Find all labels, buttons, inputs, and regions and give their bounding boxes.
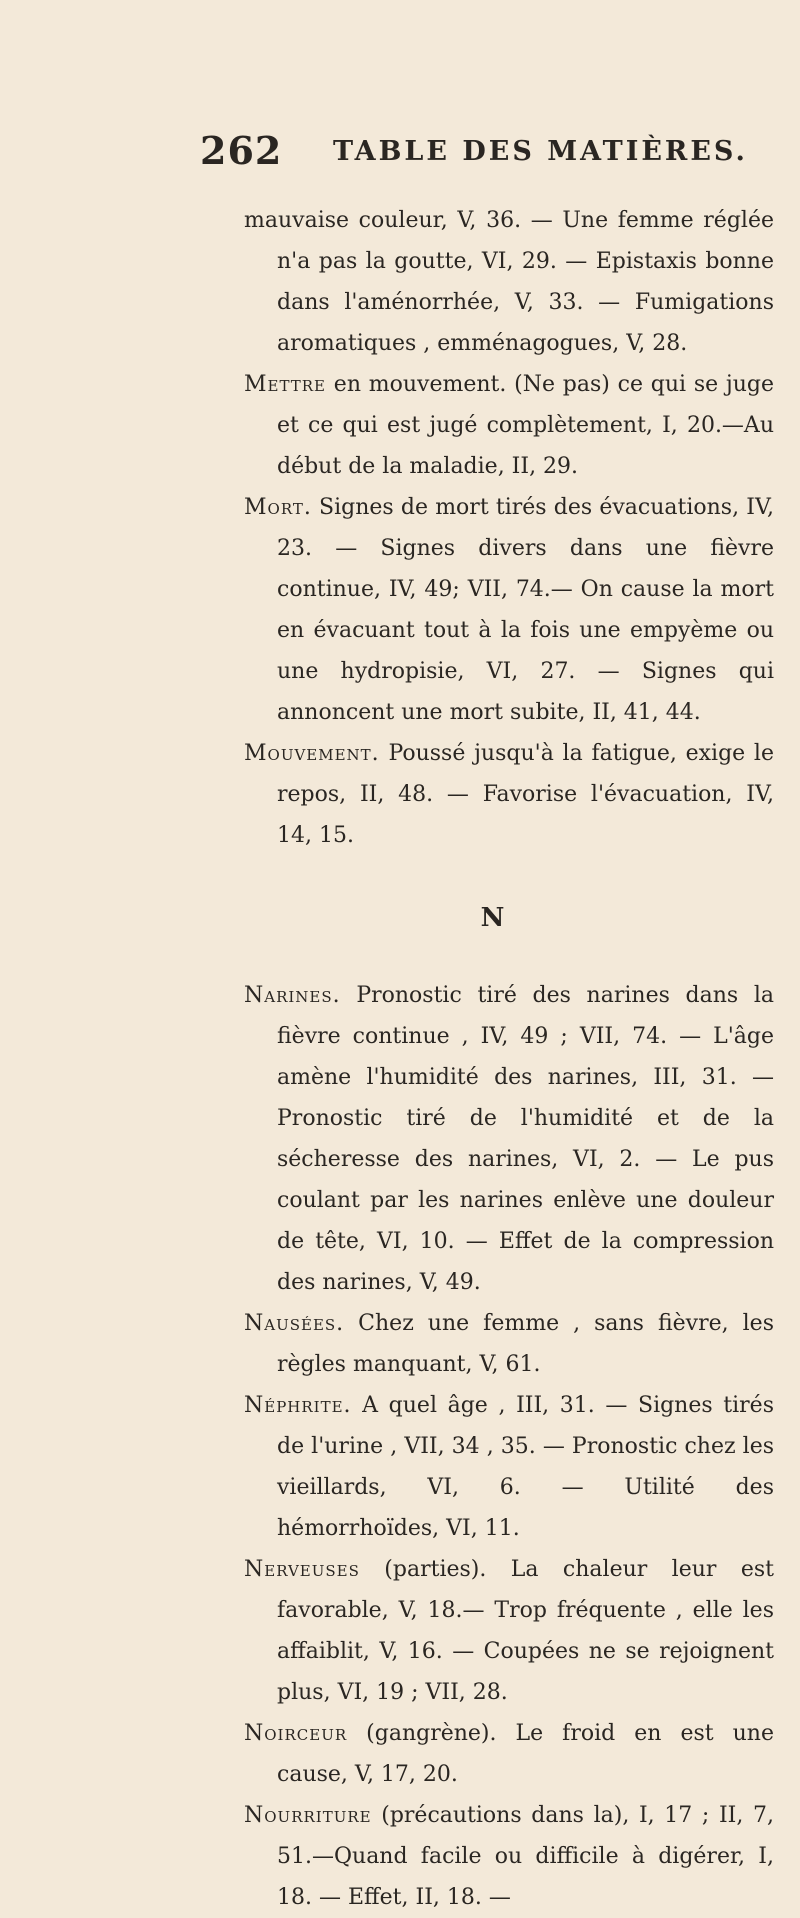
section-heading: N (480, 903, 505, 933)
index-entry (244, 1713, 774, 1795)
index-entry (244, 1303, 774, 1385)
index-entry (244, 733, 774, 856)
entry-text: Signes de mort tirés des évacuations, IV, 23. — Signes divers dans une fièvre continue, IV, 49; VII, 74.— On cause la mort en évacuant tout à la fois une empyème ou une hydropisie, VI, 27. — Signes qui annoncent une mort subite, II, 41, 44. (277, 495, 774, 725)
index-entry (244, 1549, 774, 1713)
index-text (244, 200, 774, 1918)
entry-head: Nourriture (244, 1803, 372, 1828)
entry-head: Mort. (244, 495, 312, 520)
entry-head: Noirceur (244, 1721, 348, 1746)
index-entry (244, 1795, 774, 1918)
entry-text: en mouvement. (Ne pas) ce qui se juge et ce qui est jugé complètement, I, 20.—Au début de la maladie, II, 29. (277, 372, 774, 479)
entry-text: Poussé jusqu'à la fatigue, exige le repos, II, 48. — Favorise l'évacuation, IV, 14, 15. (277, 741, 774, 848)
index-entry (244, 975, 774, 1303)
entry-head: Néphrite. (244, 1393, 352, 1418)
page-number: 262 (200, 128, 283, 173)
index-entry: mauvaise couleur, V, 36. — Une femme réglée n'a pas la goutte, VI, 29. — Epistaxis bonne dans l'aménorrhée, V, 33. — Fumigations aromatiques , emménagogues, V, 28. (244, 208, 774, 356)
entry-text: (parties). La chaleur leur est favorable, V, 18.— Trop fréquente , elle les affaiblit, V, 16. — Coupées ne se rejoignent plus, VI, 19 ; VII, 28. (277, 1557, 774, 1705)
entry-text: Chez une femme , sans fièvre, les règles manquant, V, 61. (277, 1311, 774, 1377)
entry-head: Mouvement. (244, 741, 380, 766)
running-title: TABLE DES MATIÈRES. (333, 136, 748, 167)
entry-head: Narines. (244, 983, 341, 1008)
entry-head: Nerveuses (244, 1557, 360, 1582)
index-entry (244, 1385, 774, 1549)
page-header (200, 128, 800, 188)
entry-head: Nausées. (244, 1311, 345, 1336)
entry-text: (gangrène). Le froid en est une cause, V, 17, 20. (277, 1721, 774, 1787)
entry-text: Pronostic tiré des narines dans la fièvre continue , IV, 49 ; VII, 74. — L'âge amène l'humidité des narines, III, 31. — Pronostic tiré de l'humidité et de la sécheresse des narines, VI, 2. — Le pus coulant par les narines enlève une douleur de tête, VI, 10. — Effet de la compression des narines, V, 49. (277, 983, 774, 1295)
index-entry (244, 364, 774, 487)
entry-text: (précautions dans la), I, 17 ; II, 7, 51.—Quand facile ou difficile à digérer, I, 18. — Effet, II, 18. — (277, 1803, 774, 1910)
index-entry (244, 487, 774, 733)
entry-head: Mettre (244, 372, 327, 397)
entry-text: A quel âge , III, 31. — Signes tirés de l'urine , VII, 34 , 35. — Pronostic chez les vieillards, VI, 6. — Utilité des hémorrhoïdes, VI, 11. (277, 1393, 774, 1541)
